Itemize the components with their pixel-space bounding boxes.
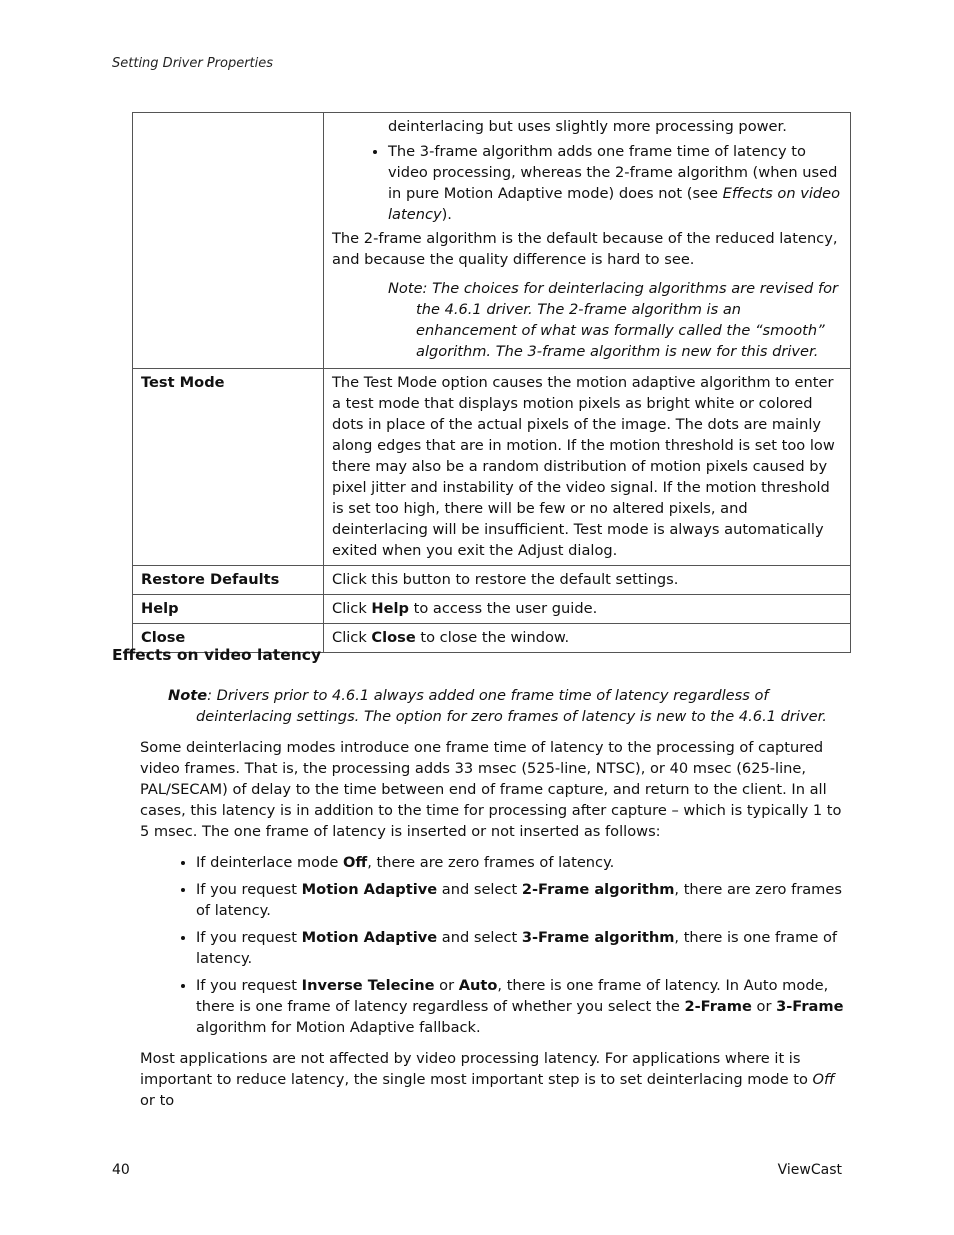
- property-description-cell: [324, 624, 851, 653]
- cell-text: Click: [332, 600, 372, 617]
- text: Most applications are not affected by video processing latency. For applications where it is important to reduce latency, the single most important step is to set deinterlacing mode to: [140, 1050, 813, 1088]
- property-name-cell: Restore Defaults: [133, 566, 324, 595]
- bold-term: Off: [343, 854, 368, 871]
- cell-text: Click: [332, 629, 372, 646]
- bold-term: Close: [371, 629, 416, 646]
- text: If you request: [196, 881, 302, 898]
- text: , there is one frame of latency. In Auto mode, there is one frame of latency regardless of whether you select the: [196, 977, 829, 1015]
- text: , there are zero frames of latency.: [367, 854, 615, 871]
- note-label: Note: [168, 687, 208, 704]
- bullet-text-end: ).: [441, 206, 452, 223]
- text: or to: [140, 1092, 175, 1109]
- bold-term: Inverse Telecine: [301, 977, 435, 994]
- bullet-list: [332, 141, 842, 225]
- paragraph: The 2-frame algorithm is the default because of the reduced latency, and because the quality difference is hard to see.: [332, 230, 838, 268]
- paragraph: [140, 1048, 848, 1111]
- property-description-cell: Click this button to restore the default settings.: [324, 566, 851, 595]
- text: If deinterlace mode: [196, 854, 343, 871]
- property-name-cell: Close: [133, 624, 324, 653]
- cell-text-end: to close the window.: [415, 629, 570, 646]
- property-name-cell: [133, 113, 324, 369]
- text: , there is one frame of latency.: [196, 929, 838, 967]
- text: If you request: [196, 977, 302, 994]
- property-name-cell: Test Mode: [133, 369, 324, 566]
- note: [168, 685, 848, 727]
- list-item: [196, 852, 848, 873]
- cross-reference: Effects on video latency: [388, 185, 841, 223]
- note: Note: The choices for deinterlacing algorithms are revised for the 4.6.1 driver. The 2-frame algorithm is an enhancement of what was formally called the “smooth” algorithm. The 3-frame algorithm is new for this driver.: [388, 280, 839, 360]
- text: and select: [437, 929, 522, 946]
- cell-text-end: to access the user guide.: [408, 600, 598, 617]
- list-item: [196, 975, 848, 1038]
- list-item: [196, 879, 848, 921]
- note-text: : Drivers prior to 4.6.1 always added one frame time of latency regardless of deinterlacing settings. The option for zero frames of latency is new to the 4.6.1 driver.: [196, 687, 827, 725]
- paragraph: Some deinterlacing modes introduce one frame time of latency to the processing of captured video frames. That is, the processing adds 33 msec (525-line, NTSC), or 40 msec (625-line, PAL/SECAM) of delay to the time between end of frame capture, and return to the client. In all cases, this latency is in addition to the time for processing after capture – which is typically 1 to 5 msec. The one frame of latency is inserted or not inserted as follows:: [140, 739, 842, 840]
- text: or: [434, 977, 459, 994]
- latency-bullet-list: [140, 852, 848, 1038]
- table-row: [133, 566, 851, 595]
- page-number: 40: [112, 1162, 130, 1178]
- bold-term: 2-Frame: [684, 998, 752, 1015]
- emphasis: Off: [812, 1071, 835, 1088]
- section-heading: Effects on video latency: [112, 646, 322, 664]
- section-body: [140, 685, 848, 1111]
- property-description-cell: The Test Mode option causes the motion adaptive algorithm to enter a test mode that displays motion pixels as bright white or colored dots in place of the actual pixels of the image. The dots are mainly along edges that are in motion. If the motion threshold is set too low there may also be a random distribution of motion pixels caused by pixel jitter and instability of the video signal. If the motion threshold is set too high, there will be few or no altered pixels, and deinterlacing will be insufficient. Test mode is always automatically exited when you exit the Adjust dialog.: [324, 369, 851, 566]
- table-row: [133, 369, 851, 566]
- property-name-cell: Help: [133, 595, 324, 624]
- text: If you request: [196, 929, 302, 946]
- property-description-cell: [324, 595, 851, 624]
- table-row: [133, 113, 851, 369]
- list-item: [196, 927, 848, 969]
- text: , there are zero frames of latency.: [196, 881, 842, 919]
- bold-term: 3-Frame: [776, 998, 844, 1015]
- bold-term: 2-Frame algorithm: [521, 881, 675, 898]
- text: and select: [437, 881, 522, 898]
- bold-term: Motion Adaptive: [301, 881, 438, 898]
- text: or: [751, 998, 777, 1015]
- bold-term: Auto: [458, 977, 498, 994]
- table-row: [133, 595, 851, 624]
- bold-term: Help: [371, 600, 409, 617]
- continued-text: deinterlacing but uses slightly more processing power.: [388, 118, 787, 135]
- bold-term: Motion Adaptive: [301, 929, 438, 946]
- bold-term: 3-Frame algorithm: [521, 929, 675, 946]
- list-item: [388, 141, 842, 225]
- company-name: ViewCast: [777, 1162, 842, 1178]
- properties-table: [132, 112, 851, 653]
- property-description-cell: [324, 113, 851, 369]
- text: algorithm for Motion Adaptive fallback.: [196, 1019, 481, 1036]
- bullet-text: The 3-frame algorithm adds one frame time of latency to video processing, whereas the 2-frame algorithm (when used in pure Motion Adaptive mode) does not (see: [388, 143, 838, 202]
- running-header: Setting Driver Properties: [112, 56, 274, 71]
